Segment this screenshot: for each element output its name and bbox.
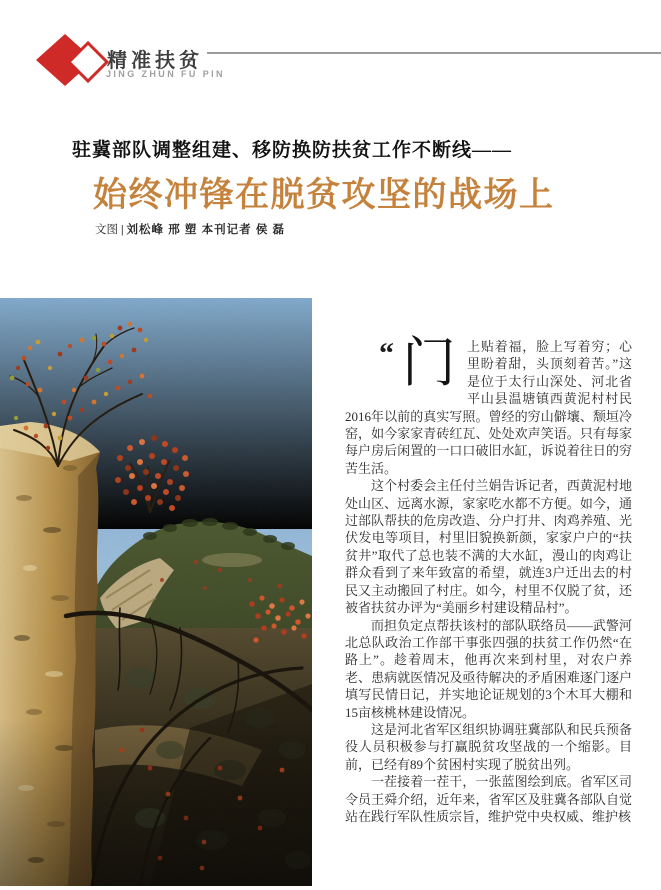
- paragraph: 而担负定点帮扶该村的部队联络员——武警河北总队政治工作部干事张四强的扶贫工作仍然“在路上”。趁着周末，他再次来到村里，对农户养老、患病就医情况及亟待解决的矛盾困难逐门逐户填写民情日记，并实地论证规划的3个木耳大棚和15亩核桃林建设情况。: [345, 617, 632, 720]
- byline-authors: 刘松峰 邢 塑 本刊记者 侯 磊: [126, 224, 286, 236]
- paragraph-lead: [345, 333, 632, 477]
- section-logo-diamonds-icon: [32, 30, 117, 90]
- header-rule: [207, 52, 661, 54]
- paragraph-lead-text: 上贴着福，脸上写着穷；心里盼着甜，头顶刻着苦。”这是位于太行山深处、河北省平山县温塘镇西黄泥村村民2016年以前的真实写照。曾经的穷山僻壤、颓垣冷窑，如今家家青砖红瓦、处处欢声笑语。只有每家每户房后闲置的一口口破旧水缸，诉说着往日的穷苦生活。: [345, 339, 632, 476]
- section-subtitle: JING ZHUN FU PIN: [106, 69, 225, 79]
- article-byline: [95, 221, 285, 237]
- paragraph: 这是河北省军区组织协调驻冀部队和民兵预备役人员积极参与打赢脱贫攻坚战的一个缩影。目前，已经有89个贫困村实现了脱贫出列。: [345, 721, 632, 772]
- article-photo: [0, 298, 312, 886]
- section-title: 精准扶贫: [107, 50, 203, 72]
- byline-label: 文图: [95, 224, 118, 236]
- article-kicker: 驻冀部队调整组建、移防换防扶贫工作不断线——: [72, 140, 513, 161]
- paragraph: 一茬接着一茬干，一张蓝图绘到底。省军区司令员王舜介绍，近年来，省军区及驻冀各部队自觉站在践行军队性质宗旨，维护党中央权威、维护核: [345, 774, 632, 824]
- paragraph: 这个村委会主任付兰娟告诉记者，西黄泥村地处山区、远离水源，家家吃水都不方便。如今，通过部队帮扶的危房改造、分户打井、肉鸡养殖、光伏发电等项目，村里旧貌换新颜，家家户户的“扶贫井”取代了总也装不满的大水缸，漫山的肉鸡让群众看到了来年致富的希望，就连3户迁出去的村民又主动搬回了村庄。如今，村里不仅脱了贫，还被省扶贫办评为“美丽乡村建设精品村”。: [345, 478, 632, 616]
- article-title: 始终冲锋在脱贫攻坚的战场上: [93, 176, 555, 214]
- byline-divider: |: [121, 224, 124, 236]
- dropcap-char: 门: [402, 333, 456, 393]
- article-body: [345, 333, 632, 825]
- dropcap-open-quote: “: [379, 337, 394, 370]
- dropcap: [345, 333, 467, 400]
